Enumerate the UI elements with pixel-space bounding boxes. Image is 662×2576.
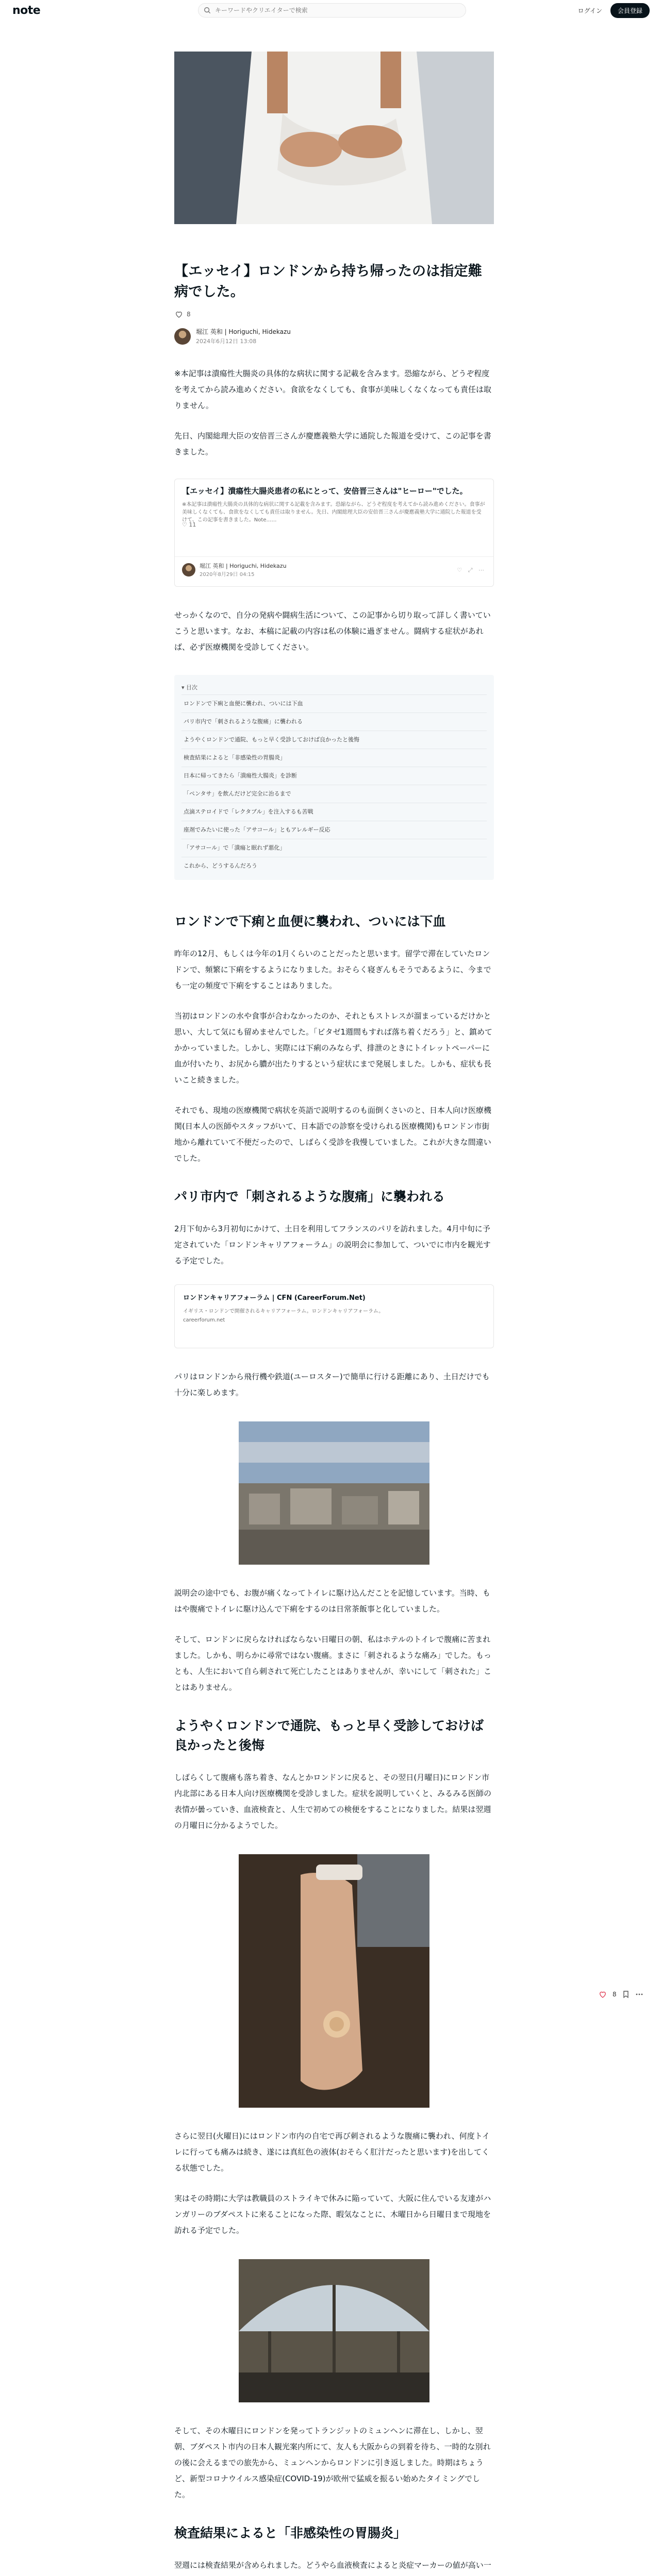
search-icon	[204, 7, 211, 14]
author-block[interactable]	[174, 327, 494, 345]
more-icon[interactable]	[635, 1990, 643, 1998]
section-heading-3: ようやくロンドンで通院、もっと早く受診しておけば良かったと後悔	[174, 1718, 484, 1753]
signup-button[interactable]: 会員登録	[610, 3, 650, 18]
paragraph-after-embed: せっかくなので、自分の発病や闘病生活について、この記事から切り取って詳しく書いていこうと思います。なお、本稿に記載の内容は私の体験に過ぎません。闘病する症状があれば、必ず医療機関を受診してください。	[174, 611, 491, 652]
section-heading-2: パリ市内で「刺されるような腹痛」に襲われる	[174, 1189, 445, 1204]
section1-paragraph-1: 昨年の12月、もしくは今年の1月くらいのことだったと思います。留学で滞在していたロンドンで、頻繁に下痢をするようになりました。おそらく寝ぎんもそうであるように、今までも一定の頻度で下痢をすることはありました。	[174, 949, 491, 990]
embed-likes: ♡ 11	[182, 521, 196, 528]
toc-heading[interactable]: ▾ 目次	[181, 684, 198, 691]
embed-title[interactable]: 【エッセイ】潰瘍性大腸炎患者の私にとって、安倍晋三さんは"ヒーロー"でした。	[182, 486, 468, 496]
city-illustration	[239, 1421, 429, 1565]
toc-item[interactable]: ようやくロンドンで通院、もっと早く受診しておけば良かったと後悔	[181, 731, 487, 749]
table-of-contents	[174, 675, 494, 880]
bookmark-icon[interactable]	[622, 1990, 630, 1998]
after-arm-paragraph-1: さらに翌日(火曜日)にはロンドン市内の自宅で再び刺されるような腹痛に襲われ、何度トイレに行っても痛みは続き、遂には真紅色の液体(おそらく肛汁だったと思います)を出してくる状態でした。	[174, 2131, 490, 2173]
paris-paragraph-2: 説明会の途中でも、お腹が痛くなってトイレに駆け込んだことを記憶しています。当時、もはや腹痛でトイレに駆け込んで下痢をするのは日常茶飯事と化していました。	[174, 1588, 490, 1614]
search-box[interactable]	[198, 3, 466, 18]
arm-illustration	[239, 1854, 429, 2108]
embed-author-avatar	[182, 563, 195, 577]
embed-description: ※本記事は潰瘍性大腸炎の具体的な病状に関する記載を含みます。恐縮ながら、どうぞ程度を考えてから読み進めください。食事が美味しくなくても、食欲をなくしても責任は取りません。先日、内閣総理大臣の安倍晋三さんが慶應義塾大学に通院した報道を受けて、この記事を書きました。Note……	[182, 502, 485, 523]
toc-item[interactable]: 座剤でみたいに使った「アサコール」ともアレルギー反応	[181, 821, 487, 839]
publish-date: 2024年6月12日 13:08	[196, 338, 257, 345]
paris-paragraph-1: パリはロンドンから飛行機や鉄道(ユーロスター)で簡単に行ける距離にあり、土日だけでも十分に楽しめます。	[174, 1372, 490, 1397]
search-input[interactable]	[215, 7, 452, 14]
header-actions	[578, 3, 650, 18]
toc-item[interactable]: 「ペンタサ」を飲んだけど完全に治るまで	[181, 785, 487, 803]
link-card-title[interactable]: ロンドンキャリアフォーラム | CFN (CareerForum.Net)	[183, 1294, 366, 1302]
note-logo[interactable]: note	[12, 4, 41, 17]
intro-paragraph-2: 先日、内閣総理大臣の安倍晋三さんが慶應義塾大学に通院した報道を受けて、この記事を書きました。	[174, 431, 491, 456]
paris-cityscape-photo	[239, 1421, 429, 1565]
floating-like-count: 8	[613, 1991, 617, 1998]
intro-paragraph-1: ※本記事は潰瘍性大腸炎の具体的な病状に関する記載を含みます。恐縮ながら、どうぞ程度を考えてから読み進めください。食欲をなくしても、食事が美味しくなくなっても責任は取りません。	[174, 369, 492, 410]
hero-image	[174, 52, 494, 224]
hero-illustration	[174, 52, 494, 224]
login-link[interactable]: ログイン	[577, 7, 602, 14]
after-station-paragraph: そして、その木曜日にロンドンを発ってトランジットのミュンヘンに滞在し、しかし、翌朝、ブダペスト市内の日本人観光案内所にて、友人も大阪からの到着を待ち、一時的な別れの後に会えるまでの旅先から、ミュンヘンからロンドンに引き返しました。時期はちょうど、新型コロナウイルス感染症(COVID-19)が欧州で猛威を振るい始めたタイミングでした。	[174, 2426, 491, 2499]
station-illustration	[239, 2259, 429, 2402]
toc-item[interactable]: 検査結果によると「非感染性の胃腸炎」	[181, 749, 487, 767]
embed-author-name: 堀江 英和 | Horiguchi, Hidekazu	[200, 563, 287, 569]
after-arm-paragraph-2: 実はその時期に大学は教職員のストライキで休みに陥っていて、大阪に住んでいる友達がハンガリーのブダペストに来ることになった際、暇気なことに、木曜日から日曜日まで現地を訪れる予定でした。	[174, 2194, 491, 2235]
toc-item[interactable]: パリ市内で「刺されるような腹痛」に襲われる	[181, 713, 487, 731]
paris-paragraph-3: そして、ロンドンに戻らなければならない日曜日の朝、私はホテルのトイレで腹痛に苦まれました。しかも、明らかに尋常ではない腹痛。まさに「刺されるような痛み」でした。もっとも、人生において自ら刺されて死亡したことはありませんが、幸いにして「刺された」ことはありません。	[174, 1635, 492, 1692]
article	[174, 52, 494, 2576]
author-avatar[interactable]	[174, 328, 191, 345]
embed-author-date: 2020年8月29日 04:15	[200, 572, 255, 578]
external-link-card[interactable]	[174, 1284, 494, 1348]
like-row	[174, 310, 494, 319]
arm-bandage-photo	[239, 1854, 429, 2108]
embed-author	[182, 562, 287, 578]
toc-item[interactable]: 点滴ステロイドで「レクタブル」を注入するも苦戦	[181, 803, 487, 821]
heart-icon[interactable]	[174, 310, 184, 319]
floating-like-icon[interactable]	[598, 1990, 607, 1999]
train-station-photo	[239, 2259, 429, 2402]
embed-action-icons[interactable]: ♡ ⤢ ⋯	[457, 567, 486, 573]
author-name[interactable]: 堀江 英和 | Horiguchi, Hidekazu	[196, 328, 291, 335]
embed-like-count: 11	[189, 521, 196, 528]
toc-item[interactable]: 「アサコール」で「潰瘍と眠れず悪化」	[181, 839, 487, 857]
link-card-url[interactable]: careerforum.net	[183, 1317, 225, 1323]
like-count: 8	[187, 311, 191, 318]
section2-paragraph-1: 2月下旬から3月初旬にかけて、土日を利用してフランスのパリを訪れました。4月中旬に予定されていた「ロンドンキャリアフォーラム」の説明会に参加して、ついでに市内を観光する予定でした。	[174, 1224, 491, 1265]
section-heading-1: ロンドンで下痢と血便に襲われ、ついには下血	[174, 914, 446, 929]
article-title: 【エッセイ】ロンドンから持ち帰ったのは指定難病でした。	[174, 263, 483, 300]
embedded-note-card[interactable]	[174, 479, 494, 587]
toc-item[interactable]: これから、どうするんだろう	[181, 857, 487, 875]
section1-paragraph-2: 当初はロンドンの水や食事が合わなかったのか、それともストレスが溜まっているだけかと思い、大して気にも留めませんでした。「ビタゼ1週間もすれば落ち着くだろう」と、鎮めてかかっていました。しかし、実際には下痢のみならず、排泄のときにトイレットペーパーに血が付いたり、お尻から膿が出たりするという症状にまで発展しました。しかも、症状も長いこと続きました。	[174, 1011, 493, 1084]
section3-paragraph: しばらくして腹痛も落ち着き、なんとかロンドンに戻ると、その翌日(月曜日)にロンドン市内北部にある日本人向け医療機関を受診しました。症状を説明していくと、みるみる医師の表情が曇っていき、血液検査と、人生で初めての検便をすることになりました。結果は翌週の月曜日に分かるようでした。	[174, 1773, 492, 1830]
link-card-description: イギリス・ロンドンで開催されるキャリアフォーラム。ロンドンキャリアフォーラム。	[183, 1309, 384, 1314]
section-heading-4: 検査結果によると「非感染性の胃腸炎」	[174, 2526, 407, 2540]
embed-divider	[175, 556, 493, 557]
site-header	[0, 0, 662, 21]
toc-item[interactable]: 日本に帰ってきたら「潰瘍性大腸炎」を診断	[181, 767, 487, 785]
section4-paragraph-1: 翌週には検査結果が含められました。どうやら血液検査によると炎症マーカーの値が高い一	[174, 2561, 491, 2570]
floating-actions	[598, 1990, 643, 1999]
toc-item[interactable]: ロンドンで下痢と血便に襲われ、ついには下血	[181, 694, 487, 713]
section1-paragraph-3: それでも、現地の医療機関で病状を英語で説明するのも面倒くさいのと、日本人向け医療機関(日本人の医師やスタッフがいて、日本語での診察を受けられる医療機関)もロンドン市街地から離れていて不便だったので、しばらく受診を我慢していました。これが大きな間違いでした。	[174, 1106, 492, 1163]
